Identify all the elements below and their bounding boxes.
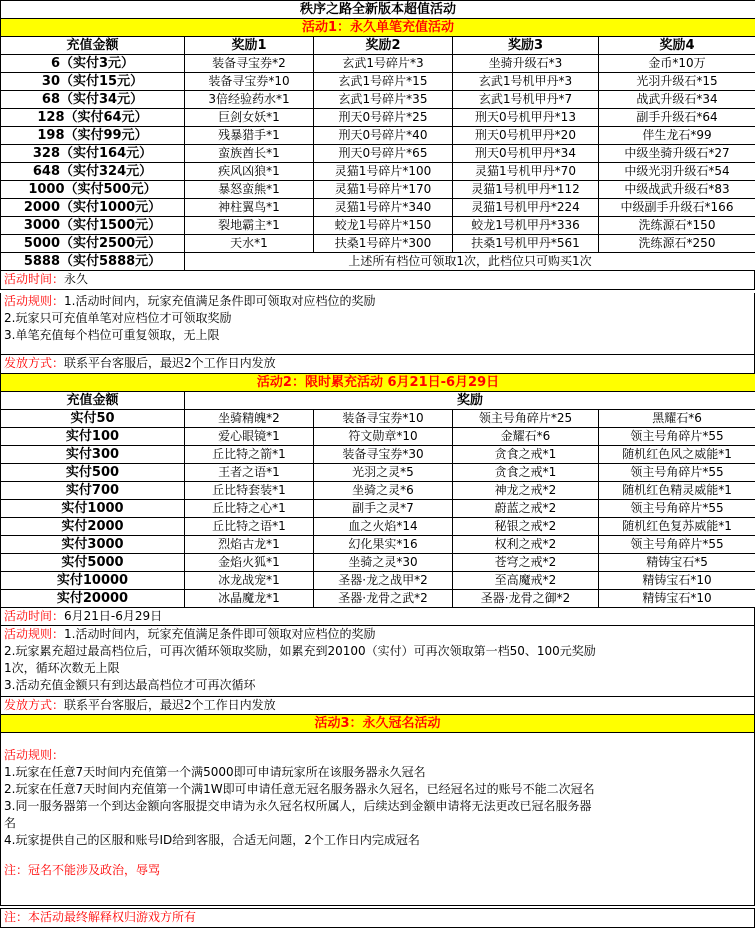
reward-cell: 领主号角碎片*55 xyxy=(599,500,755,518)
reward-cell: 黑耀石*6 xyxy=(599,410,755,428)
reward-cell: 神柱翼鸟*1 xyxy=(185,199,314,217)
table-row xyxy=(1,554,755,572)
activity3-note: 注：冠名不能涉及政治，辱骂 xyxy=(4,863,161,877)
amount-cell: 328（实付164元） xyxy=(1,145,185,163)
amount-cell: 5888（实付5888元） xyxy=(1,253,185,271)
footer-note: 注：本活动最终解释权归游戏方所有 xyxy=(4,910,197,924)
table-row xyxy=(1,217,755,235)
reward-cell: 圣器·龙之战甲*2 xyxy=(314,572,453,590)
reward-cell: 金币*10万 xyxy=(599,55,755,73)
reward-cell: 蛟龙1号机甲丹*336 xyxy=(453,217,599,235)
activity1-table xyxy=(0,0,755,271)
reward-cell: 扶桑1号机甲丹*561 xyxy=(453,235,599,253)
reward-cell: 金焰火狐*1 xyxy=(185,554,314,572)
reward-cell: 装备寻宝券*2 xyxy=(185,55,314,73)
column-header: 奖励2 xyxy=(314,37,453,55)
table-row xyxy=(1,500,755,518)
reward-cell: 灵猫1号机甲丹*112 xyxy=(453,181,599,199)
amount-cell: 实付100 xyxy=(1,428,185,446)
reward-cell: 洗练源石*250 xyxy=(599,235,755,253)
activity1-rules xyxy=(0,293,755,355)
reward-cell: 刑天0号机甲丹*13 xyxy=(453,109,599,127)
rule-text: 1.活动时间内，玩家充值满足条件即可领取对应档位的奖励 xyxy=(64,294,376,308)
reward-cell: 领主号角碎片*55 xyxy=(599,428,755,446)
amount-cell: 实付2000 xyxy=(1,518,185,536)
reward-cell: 中级光羽升级石*54 xyxy=(599,163,755,181)
reward-cell: 蛮族酋长*1 xyxy=(185,145,314,163)
reward-cell: 贪食之戒*1 xyxy=(453,464,599,482)
table-row xyxy=(1,464,755,482)
reward-cell: 坐骑升级石*3 xyxy=(453,55,599,73)
amount-cell: 实付10000 xyxy=(1,572,185,590)
rule-text: 2.玩家累充超过最高档位后，可再次循环领取奖励，如累充到20100（实付）可再次领取第一档50、100元奖励 xyxy=(4,644,596,658)
table-row xyxy=(1,127,755,145)
reward-cell: 伴生龙石*99 xyxy=(599,127,755,145)
reward-cell: 精铸宝石*5 xyxy=(599,554,755,572)
rules-label: 活动规则： xyxy=(4,627,65,641)
column-header: 奖励1 xyxy=(185,37,314,55)
reward-cell: 贪食之戒*1 xyxy=(453,446,599,464)
reward-cell: 玄武1号机甲丹*3 xyxy=(453,73,599,91)
amount-cell: 68（实付34元） xyxy=(1,91,185,109)
reward-cell: 刑天0号机甲丹*20 xyxy=(453,127,599,145)
column-header: 奖励4 xyxy=(599,37,755,55)
rule-text: 3.活动充值金额只有到达最高档位才可再次循环 xyxy=(4,678,256,692)
time-label: 活动时间： xyxy=(4,609,65,623)
rules-label: 活动规则： xyxy=(4,748,65,762)
activity1-method xyxy=(0,355,755,374)
activity3-table xyxy=(0,715,755,733)
reward-cell: 领主号角碎片*55 xyxy=(599,464,755,482)
reward-cell: 3倍经验药水*1 xyxy=(185,91,314,109)
activity2-time xyxy=(0,608,755,626)
table-row xyxy=(1,109,755,127)
amount-cell: 128（实付64元） xyxy=(1,109,185,127)
amount-cell: 198（实付99元） xyxy=(1,127,185,145)
amount-cell: 实付300 xyxy=(1,446,185,464)
amount-cell: 6（实付3元） xyxy=(1,55,185,73)
rule-text: 2.玩家只可充值单笔对应档位才可领取奖励 xyxy=(4,311,232,325)
reward-cell: 血之火焰*14 xyxy=(314,518,453,536)
table-row xyxy=(1,446,755,464)
column-header: 充值金额 xyxy=(1,37,185,55)
reward-cell: 副手之灵*7 xyxy=(314,500,453,518)
table-row xyxy=(1,55,755,73)
reward-cell: 刑天0号机甲丹*34 xyxy=(453,145,599,163)
amount-cell: 实付50 xyxy=(1,410,185,428)
reward-cell: 裂地霸主*1 xyxy=(185,217,314,235)
reward-cell: 冰龙战宠*1 xyxy=(185,572,314,590)
reward-cell: 玄武1号碎片*15 xyxy=(314,73,453,91)
amount-cell: 3000（实付1500元） xyxy=(1,217,185,235)
reward-cell: 刑天0号碎片*40 xyxy=(314,127,453,145)
reward-cell: 战武升级石*34 xyxy=(599,91,755,109)
table-row xyxy=(1,181,755,199)
amount-cell: 实付20000 xyxy=(1,590,185,608)
rule-text: 1.玩家在任意7天时间内充值第一个满5000即可申请玩家所在该服务器永久冠名 xyxy=(4,765,426,779)
reward-cell: 符文勋章*10 xyxy=(314,428,453,446)
reward-cell: 残暴猎手*1 xyxy=(185,127,314,145)
activity1-last-row xyxy=(1,253,755,271)
table-row xyxy=(1,572,755,590)
activity2-header: 活动2：限时累充活动 6月21日-6月29日 xyxy=(1,374,755,392)
method-value: 联系平台客服后，最迟2个工作日内发放 xyxy=(64,698,276,712)
column-header: 充值金额 xyxy=(1,392,185,410)
time-label: 活动时间： xyxy=(4,272,65,286)
reward-cell: 王者之语*1 xyxy=(185,464,314,482)
reward-cell: 苍穹之戒*2 xyxy=(453,554,599,572)
reward-cell: 光羽升级石*15 xyxy=(599,73,755,91)
activity2-table xyxy=(0,374,755,608)
reward-cell: 光羽之灵*5 xyxy=(314,464,453,482)
activity1-column-headers xyxy=(1,37,755,55)
reward-cell: 坐骑之灵*6 xyxy=(314,482,453,500)
activity3-rules xyxy=(0,733,755,906)
rules-label: 活动规则： xyxy=(4,294,65,308)
rule-text: 1次，循环次数无上限 xyxy=(4,661,120,675)
table-row xyxy=(1,91,755,109)
reward-cell: 领主号角碎片*25 xyxy=(453,410,599,428)
activity1-time xyxy=(0,271,755,290)
rule-text: 3.同一服务器第一个到达金额向客服提交申请为永久冠名权所属人，后续达到金额申请将无法更改已冠名服务器 xyxy=(4,799,592,813)
last-row-note: 上述所有档位可领取1次，此档位只可购买1次 xyxy=(185,253,755,271)
table-row xyxy=(1,518,755,536)
activity2-rules xyxy=(0,626,755,697)
reward-cell: 坐骑精魄*2 xyxy=(185,410,314,428)
table-row xyxy=(1,235,755,253)
amount-cell: 实付5000 xyxy=(1,554,185,572)
reward-cell: 烈焰古龙*1 xyxy=(185,536,314,554)
reward-cell: 秘银之戒*2 xyxy=(453,518,599,536)
reward-cell: 玄武1号机甲丹*7 xyxy=(453,91,599,109)
reward-cell: 随机红色精灵威能*1 xyxy=(599,482,755,500)
table-row xyxy=(1,410,755,428)
reward-cell: 丘比特之心*1 xyxy=(185,500,314,518)
amount-cell: 5000（实付2500元） xyxy=(1,235,185,253)
reward-cell: 丘比特之语*1 xyxy=(185,518,314,536)
reward-cell: 爱心眼镜*1 xyxy=(185,428,314,446)
reward-cell: 刑天0号碎片*65 xyxy=(314,145,453,163)
reward-cell: 巨剑女妖*1 xyxy=(185,109,314,127)
amount-cell: 1000（实付500元） xyxy=(1,181,185,199)
reward-cell: 坐骑之灵*30 xyxy=(314,554,453,572)
reward-cell: 丘比特之箭*1 xyxy=(185,446,314,464)
reward-cell: 装备寻宝券*30 xyxy=(314,446,453,464)
reward-cell: 灵猫1号碎片*340 xyxy=(314,199,453,217)
table-row xyxy=(1,536,755,554)
reward-cell: 扶桑1号碎片*300 xyxy=(314,235,453,253)
amount-cell: 648（实付324元） xyxy=(1,163,185,181)
amount-cell: 实付1000 xyxy=(1,500,185,518)
reward-cell: 中级战武升级石*83 xyxy=(599,181,755,199)
amount-cell: 2000（实付1000元） xyxy=(1,199,185,217)
table-row xyxy=(1,199,755,217)
rule-text: 1.活动时间内，玩家充值满足条件即可领取对应档位的奖励 xyxy=(64,627,376,641)
reward-cell: 金耀石*6 xyxy=(453,428,599,446)
method-label: 发放方式： xyxy=(4,356,65,370)
reward-cell: 装备寻宝券*10 xyxy=(314,410,453,428)
reward-cell: 随机红色复苏威能*1 xyxy=(599,518,755,536)
reward-cell: 玄武1号碎片*35 xyxy=(314,91,453,109)
reward-cell: 装备寻宝券*10 xyxy=(185,73,314,91)
reward-cell: 洗练源石*150 xyxy=(599,217,755,235)
reward-cell: 精铸宝石*10 xyxy=(599,590,755,608)
reward-cell: 至高魔戒*2 xyxy=(453,572,599,590)
activity2-column-headers xyxy=(1,392,755,410)
amount-cell: 实付500 xyxy=(1,464,185,482)
table-row xyxy=(1,145,755,163)
reward-cell: 灵猫1号碎片*100 xyxy=(314,163,453,181)
time-value: 6月21日-6月29日 xyxy=(64,609,163,623)
footer xyxy=(0,908,755,928)
table-row xyxy=(1,590,755,608)
method-label: 发放方式： xyxy=(4,698,65,712)
rule-text: 4.玩家提供自己的区服和账号ID给到客服，合适无问题，2个工作日内完成冠名 xyxy=(4,833,420,847)
rule-text: 3.单笔充值每个档位可重复领取，无上限 xyxy=(4,328,220,342)
reward-cell: 神龙之戒*2 xyxy=(453,482,599,500)
reward-cell: 疾风凶狼*1 xyxy=(185,163,314,181)
activity1-header: 活动1：永久单笔充值活动 xyxy=(1,19,755,37)
reward-cell: 中级副手升级石*166 xyxy=(599,199,755,217)
reward-cell: 副手升级石*64 xyxy=(599,109,755,127)
reward-cell: 幻化果实*16 xyxy=(314,536,453,554)
column-header: 奖励3 xyxy=(453,37,599,55)
reward-cell: 中级坐骑升级石*27 xyxy=(599,145,755,163)
reward-cell: 蔚蓝之戒*2 xyxy=(453,500,599,518)
reward-cell: 灵猫1号机甲丹*70 xyxy=(453,163,599,181)
reward-cell: 精铸宝石*10 xyxy=(599,572,755,590)
activity2-method xyxy=(0,697,755,715)
amount-cell: 实付700 xyxy=(1,482,185,500)
page-title: 秩序之路全新版本超值活动 xyxy=(1,1,755,19)
table-row xyxy=(1,482,755,500)
table-row xyxy=(1,73,755,91)
reward-cell: 丘比特套装*1 xyxy=(185,482,314,500)
reward-cell: 灵猫1号碎片*170 xyxy=(314,181,453,199)
rule-text: 2.玩家在任意7天时间内充值第一个满1W即可申请任意无冠名服务器永久冠名，已经冠名过的账号不能二次冠名 xyxy=(4,782,595,796)
time-value: 永久 xyxy=(64,272,89,286)
amount-cell: 30（实付15元） xyxy=(1,73,185,91)
reward-cell: 圣器·龙骨之武*2 xyxy=(314,590,453,608)
reward-cell: 暴怒蛮熊*1 xyxy=(185,181,314,199)
reward-cell: 领主号角碎片*55 xyxy=(599,536,755,554)
reward-cell: 刑天0号碎片*25 xyxy=(314,109,453,127)
reward-cell: 权利之戒*2 xyxy=(453,536,599,554)
reward-cell: 玄武1号碎片*3 xyxy=(314,55,453,73)
activity3-header: 活动3：永久冠名活动 xyxy=(1,715,755,733)
reward-cell: 灵猫1号机甲丹*224 xyxy=(453,199,599,217)
reward-cell: 蛟龙1号碎片*150 xyxy=(314,217,453,235)
table-row xyxy=(1,163,755,181)
method-value: 联系平台客服后，最迟2个工作日内发放 xyxy=(64,356,276,370)
reward-cell: 天水*1 xyxy=(185,235,314,253)
column-header: 奖励 xyxy=(185,392,755,410)
reward-cell: 冰晶魔龙*1 xyxy=(185,590,314,608)
rule-text: 名 xyxy=(4,816,17,830)
reward-cell: 随机红色风之威能*1 xyxy=(599,446,755,464)
table-row xyxy=(1,428,755,446)
amount-cell: 实付3000 xyxy=(1,536,185,554)
reward-cell: 圣器·龙骨之御*2 xyxy=(453,590,599,608)
